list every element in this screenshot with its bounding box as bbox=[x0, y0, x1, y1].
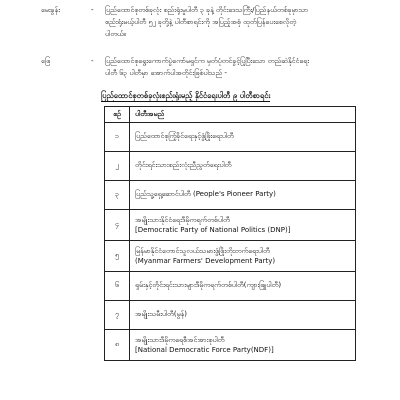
party-name: ပြည်သူ့ရှေ့ဆောင်ပါတီ (People's Pioneer Party) bbox=[135, 190, 276, 198]
party-name: အမျိုးသားဒီမိုကရေစီအင်အားစုပါတီ bbox=[135, 336, 225, 344]
row-number: ၃ bbox=[105, 181, 130, 210]
party-name-cell bbox=[130, 301, 356, 330]
party-name-cell bbox=[130, 123, 356, 152]
column-header-number: စဉ် bbox=[105, 107, 130, 123]
table-row bbox=[105, 241, 356, 272]
party-name-cell bbox=[130, 241, 356, 272]
party-name-english: [Democratic Party of National Politics (DNP)] bbox=[135, 226, 291, 234]
answer-dash: - bbox=[91, 57, 94, 65]
question-line: စည်းရုံးမယ့်ပါတီ ၅၂ ခုတို့နဲ့ ပါတီစာရင်းကို အပြည့်အစုံ ထုတ်ပြန်ပေးစေလိုတဲ့ bbox=[105, 18, 297, 26]
table-header-row bbox=[105, 107, 356, 123]
party-name-english: [National Democratic Force Party(NDF)] bbox=[135, 346, 274, 354]
party-name: ပြည်ထောင်စုကြံ့ခိုင်ရေးနှင့်ဖွံ့ဖြိုးရေးပါတီ bbox=[135, 132, 234, 140]
party-name-english: (Myanmar Farmers' Development Party) bbox=[135, 257, 276, 265]
table-row bbox=[105, 181, 356, 210]
table-row bbox=[105, 301, 356, 330]
row-number: ၆ bbox=[105, 272, 130, 301]
row-number: ၄ bbox=[105, 210, 130, 241]
row-number: ၇ bbox=[105, 301, 130, 330]
table-row bbox=[105, 123, 356, 152]
party-name-cell bbox=[130, 330, 356, 361]
row-number: ၁ bbox=[105, 123, 130, 152]
answer-line: ပြည်ထောင်စုရွေးကောက်ပွဲကော်မရှင်က မှတ်ပုံတင်ခွင့်ပြုပြီးသော တည်ဆဲနိုင်ငံရေး bbox=[105, 57, 309, 65]
row-number: ၅ bbox=[105, 241, 130, 272]
party-name: တိုင်းရင်းသားစည်းလုံးညီညွတ်ရေးပါတီ bbox=[135, 161, 232, 169]
question-label: မေးခွန်း bbox=[41, 6, 60, 14]
party-name-cell bbox=[130, 272, 356, 301]
party-name: အမျိုးသမီးပါတီ(မွန်) bbox=[135, 310, 187, 318]
question-line: ပြည်ထောင်စုတစ်ခုလုံး စည်းရုံးမှုပါတီ ၃ ခုနဲ့ တိုင်းဒေသကြီး/ပြည်နယ်တစ်ခုမှာသာ bbox=[105, 6, 309, 14]
answer-body bbox=[105, 55, 400, 79]
answer-line: ပါတီ ၆၃ ပါတီမှာ အောက်ပါအတိုင်းဖြစ်ပါသည် - bbox=[105, 69, 227, 77]
table-row bbox=[105, 152, 356, 181]
row-number: ၈ bbox=[105, 330, 130, 361]
party-name-cell bbox=[130, 181, 356, 210]
section-title: ပြည်ထောင်စုတစ်ခုလုံးစည်းရုံးမည့် နိုင်ငံရေးပါတီ ၉ ပါတီစာရင်း bbox=[101, 91, 271, 100]
party-name-cell bbox=[130, 152, 356, 181]
party-name: အမျိုးသားနိုင်ငံရေးဒီမိုကရက်တစ်ပါတီ bbox=[135, 216, 230, 224]
table-row bbox=[105, 330, 356, 361]
question-line: ပါတယ်။ bbox=[105, 30, 126, 38]
table-row bbox=[105, 272, 356, 301]
party-name: ရှမ်းနှင့်တိုင်းရင်းသားများဒီမိုကရက်တစ်ပါတီ(ကျားဖြူပါတီ) bbox=[135, 281, 282, 289]
question-dash: - bbox=[91, 6, 94, 14]
party-name: မြန်မာနိုင်ငံတောင်သူလယ်သမားဖွံ့ဖြိုးတိုးတက်ရေးပါတီ bbox=[135, 247, 270, 255]
party-name-cell bbox=[130, 210, 356, 241]
party-table bbox=[104, 106, 356, 361]
answer-label: ဖြေ bbox=[41, 57, 51, 65]
column-header-party-name: ပါတီအမည် bbox=[130, 107, 356, 123]
table-row bbox=[105, 210, 356, 241]
row-number: ၂ bbox=[105, 152, 130, 181]
question-body bbox=[105, 4, 400, 40]
